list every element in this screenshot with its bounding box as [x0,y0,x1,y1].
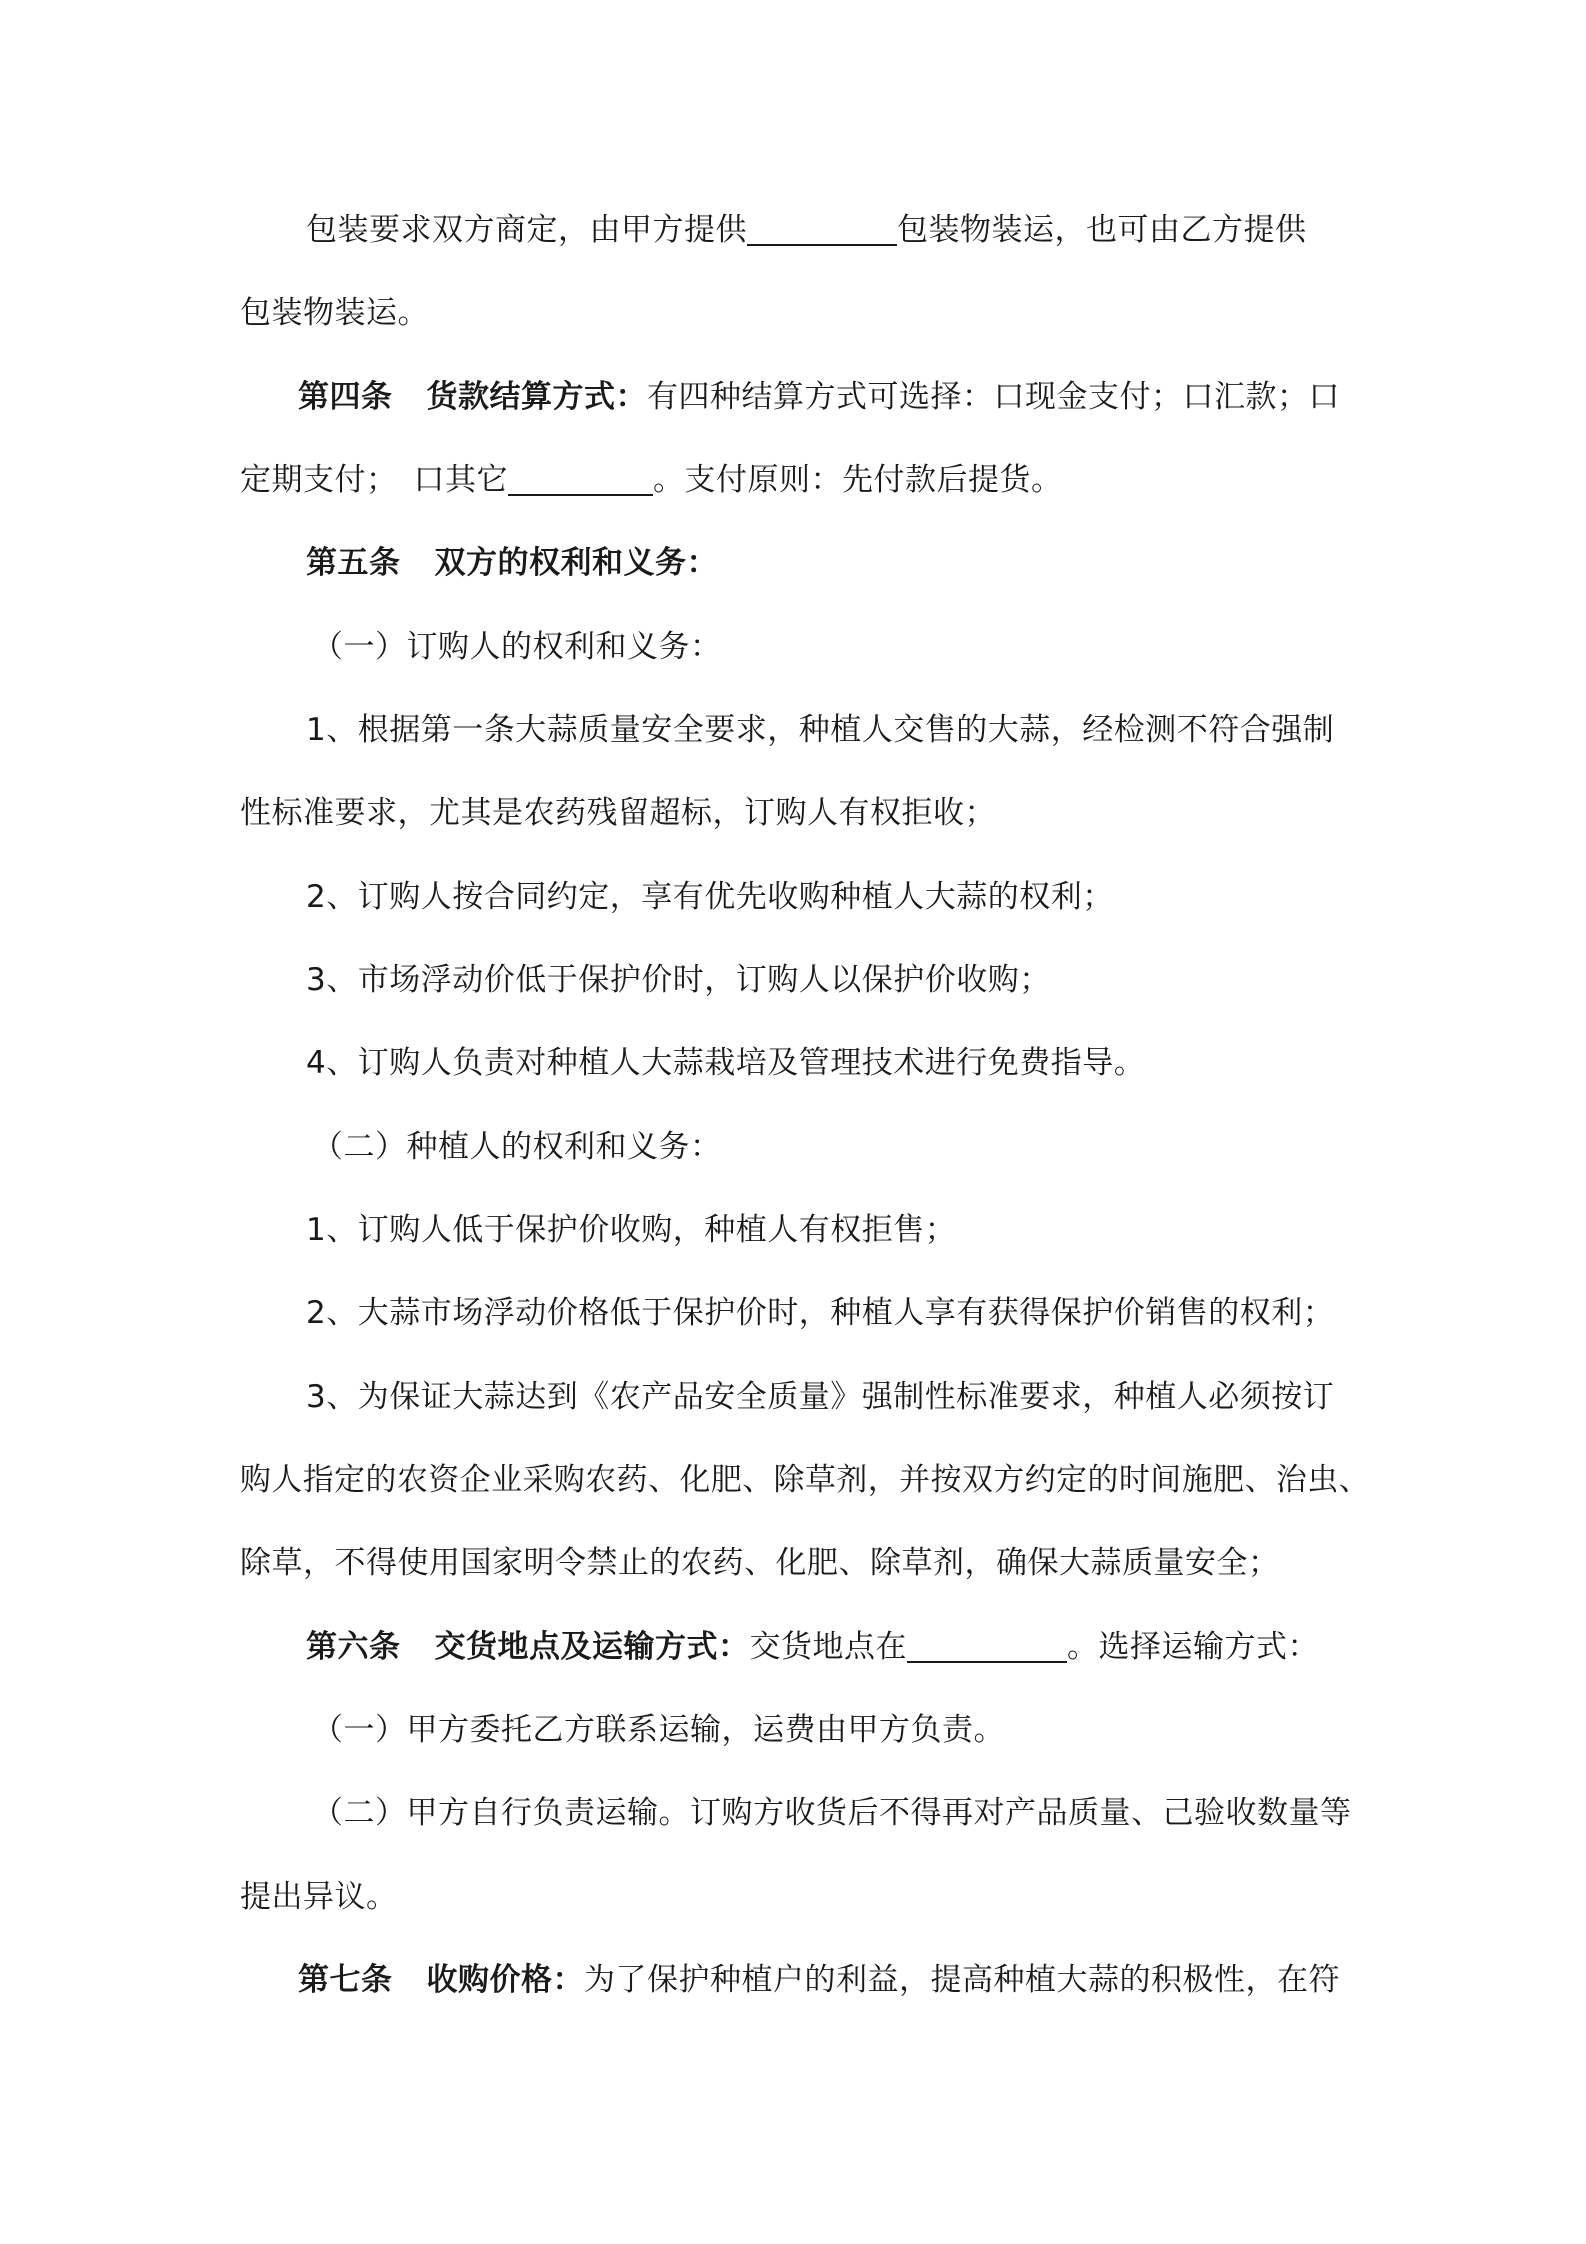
line-text: 提出异议。 [240,1879,398,1915]
line-text: 3、为保证大蒜达到《农产品安全质量》强制性标准要求，种植人必须按订 [306,1379,1335,1415]
line-text: 购人指定的农资企业采购农药、化肥、除草剂，并按双方约定的时间施肥、治虫、 [240,1462,1371,1498]
paragraph-line [240,1533,1280,1593]
line-text: 为了保护种植户的利益，提高种植大蒜的积极性，在符 [584,1962,1340,1998]
subsection-heading [312,617,722,677]
article-heading-line [298,1950,1340,2010]
line-text: 1、根据第一条大蒜质量安全要求，种植人交售的大蒜，经检测不符合强制 [306,712,1335,748]
line-text: 除草，不得使用国家明令禁止的农药、化肥、除草剂，确保大蒜质量安全； [240,1545,1280,1581]
line-text: 有四种结算方式可选择：口现金支付；口汇款；口 [647,379,1340,415]
line-text: 4、订购人负责对种植人大蒜栽培及管理技术进行免费指导。 [306,1045,1146,1081]
fill-in-blank[interactable] [508,456,653,496]
line-text: （一）甲方委托乙方联系运输，运费由甲方负责。 [312,1712,1005,1748]
line-text: 包装物装运，也可由乙方提供 [897,212,1307,248]
paragraph-line [240,783,996,843]
paragraph-line [306,1033,1145,1093]
line-text: 交货地点在 [749,1629,907,1665]
line-text: 2、大蒜市场浮动价格低于保护价时，种植人享有获得保护价销售的权利； [306,1295,1335,1331]
paragraph-line [312,1783,1352,1843]
article-number: 第四条 [298,379,393,415]
paragraph-line [306,200,1307,260]
article-heading-line [306,533,718,593]
line-text: 1、订购人低于保护价收购，种植人有权拒售； [306,1212,957,1248]
article-heading-line [298,367,1340,427]
line-text: 包装要求双方商定，由甲方提供 [306,212,747,248]
paragraph-line [306,1367,1334,1427]
line-text: （二）种植人的权利和义务： [312,1129,722,1165]
line-text: 定期支付； 口其它 [240,462,508,498]
article-heading-line [306,1617,1319,1677]
paragraph-line [306,1200,956,1260]
paragraph-line [240,450,1063,510]
line-text: 。支付原则：先付款后提货。 [653,462,1063,498]
article-number: 第七条 [298,1962,393,1998]
line-text: （一）订购人的权利和义务： [312,629,722,665]
paragraph-line [306,950,1051,1010]
paragraph-line [306,1283,1334,1343]
fill-in-blank[interactable] [747,206,897,246]
line-text: 性标准要求，尤其是农药残留超标，订购人有权拒收； [240,795,996,831]
paragraph-line [306,700,1334,760]
line-text: （二）甲方自行负责运输。订购方收货后不得再对产品质量、己验收数量等 [312,1795,1352,1831]
paragraph-line [306,867,1114,927]
fill-in-blank[interactable] [907,1623,1067,1663]
line-text: 包装物装运。 [240,295,429,331]
article-title: 收购价格： [426,1962,584,1998]
article-title: 交货地点及运输方式： [434,1629,750,1665]
line-text: 3、市场浮动价低于保护价时，订购人以保护价收购； [306,962,1051,998]
paragraph-line [240,1450,1370,1510]
line-text: 。选择运输方式： [1067,1629,1319,1665]
line-text: 2、订购人按合同约定，享有优先收购种植人大蒜的权利； [306,879,1114,915]
subsection-heading [312,1117,722,1177]
paragraph-line [240,1867,398,1927]
paragraph-line [240,283,429,343]
article-number: 第五条 [306,545,401,581]
article-title: 双方的权利和义务： [434,545,718,581]
paragraph-line [312,1700,1005,1760]
article-number: 第六条 [306,1629,401,1665]
article-title: 货款结算方式： [426,379,647,415]
